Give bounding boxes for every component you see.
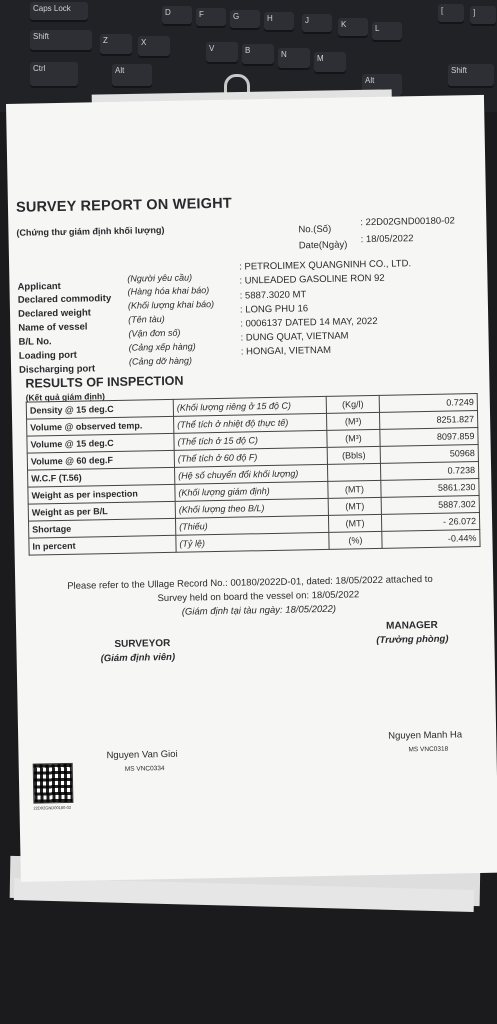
key-d: D bbox=[162, 6, 192, 24]
surveyor-name: Nguyen Van Gioi bbox=[106, 748, 178, 762]
key-alt-right: Alt bbox=[362, 74, 402, 96]
row-label: Volume @ 60 deg.F bbox=[27, 450, 174, 470]
key-ctrl: Ctrl bbox=[30, 62, 78, 86]
row-unit: (M³) bbox=[327, 429, 380, 447]
results-table bbox=[26, 393, 481, 556]
reference-line-3: (Giám định tại tàu ngày: 18/05/2022) bbox=[181, 603, 337, 618]
declared-weight-label-vn: (Khối lượng khai báo) bbox=[127, 299, 215, 311]
row-label: Weight as per B/L bbox=[28, 501, 175, 521]
declared-commodity-label: Declared commodity bbox=[17, 293, 112, 306]
row-label: W.C.F (T.56) bbox=[28, 467, 175, 487]
row-label-vn: (Thể tích ở nhiệt độ thực tế) bbox=[174, 413, 327, 433]
row-label-vn: (Hệ số chuyển đổi khối lượng) bbox=[175, 464, 328, 484]
reference-line-1: Please refer to the Ullage Record No.: 00180/2022D-01, dated: 18/05/2022 attached to bbox=[67, 573, 433, 592]
row-value: 8097.859 bbox=[380, 428, 478, 447]
vessel-name-label-vn: (Tên tàu) bbox=[128, 313, 165, 325]
discharging-port-label-vn: (Cảng dỡ hàng) bbox=[128, 355, 193, 367]
key-v: V bbox=[206, 42, 238, 62]
qr-caption: 22D02GND00180-02 bbox=[33, 804, 72, 811]
row-unit: (MT) bbox=[328, 497, 381, 515]
row-value: 0.7249 bbox=[379, 394, 477, 413]
key-g: G bbox=[230, 10, 260, 28]
row-label: Volume @ observed temp. bbox=[27, 416, 174, 436]
document-subtitle: (Chứng thư giám định khối lượng) bbox=[16, 224, 165, 238]
discharging-port-value: : HONGAI, VIETNAM bbox=[240, 344, 332, 358]
key-caps-lock: Caps Lock bbox=[30, 2, 88, 20]
key-l: L bbox=[372, 22, 402, 40]
row-value: 5861.230 bbox=[381, 478, 479, 497]
report-number-value: : 22D02GND00180-02 bbox=[360, 215, 455, 229]
row-value: 0.7238 bbox=[380, 461, 478, 480]
loading-port-label: Loading port bbox=[18, 349, 77, 362]
manager-title-vn: (Trưởng phòng) bbox=[376, 633, 449, 646]
key-n: N bbox=[278, 48, 310, 68]
key-f: F bbox=[196, 8, 226, 26]
row-label: Volume @ 15 deg.C bbox=[27, 433, 174, 453]
bl-number-label: B/L No. bbox=[18, 336, 52, 348]
vessel-name-value: : LONG PHU 16 bbox=[239, 303, 309, 316]
row-unit: (Kg/l) bbox=[326, 395, 379, 413]
report-number-label: No.(Số) bbox=[298, 223, 332, 236]
applicant-label-vn: (Người yêu cầu) bbox=[127, 272, 193, 284]
loading-port-value: : DUNG QUAT, VIETNAM bbox=[240, 330, 349, 344]
row-value: 5887.302 bbox=[381, 495, 479, 514]
row-label: Weight as per inspection bbox=[28, 484, 175, 504]
surveyor-ms-number: MS VNC0334 bbox=[124, 765, 165, 773]
document-title: SURVEY REPORT ON WEIGHT bbox=[15, 195, 233, 216]
declared-commodity-label-vn: (Hàng hóa khai báo) bbox=[127, 285, 210, 297]
row-label-vn: (Khối lượng riêng ở 15 độ C) bbox=[173, 396, 326, 416]
row-label-vn: (Khối lượng giám định) bbox=[175, 481, 328, 501]
discharging-port-label: Discharging port bbox=[19, 363, 96, 376]
surveyor-title-vn: (Giám định viên) bbox=[100, 651, 176, 665]
key-k: K bbox=[338, 18, 368, 36]
row-unit: (M³) bbox=[326, 412, 379, 430]
results-subtitle: (Kết quả giám định) bbox=[25, 391, 106, 403]
declared-commodity-value: : UNLEADED GASOLINE RON 92 bbox=[239, 272, 385, 287]
vessel-name-label: Name of vessel bbox=[18, 321, 88, 334]
row-label-vn: (Tỷ lệ) bbox=[176, 532, 329, 552]
key-alt-left: Alt bbox=[112, 64, 152, 86]
key-j: J bbox=[302, 14, 332, 32]
key-m: M bbox=[314, 52, 346, 72]
row-unit bbox=[327, 463, 380, 481]
surveyor-title: SURVEYOR bbox=[114, 637, 171, 651]
row-unit: (MT) bbox=[328, 480, 381, 498]
reference-line-2: Survey held on board the vessel on: 18/05/2022 bbox=[157, 589, 360, 605]
row-label-vn: (Thể tích ở 60 độ F) bbox=[174, 447, 327, 467]
row-value: -0.44% bbox=[382, 529, 480, 548]
loading-port-label-vn: (Cảng xếp hàng) bbox=[128, 341, 196, 353]
key-shift-right: Shift bbox=[448, 64, 494, 86]
key-bracket-left: [ bbox=[438, 4, 464, 22]
report-date-label: Date(Ngày) bbox=[298, 239, 348, 252]
bl-number-label-vn: (Vận đơn số) bbox=[128, 327, 181, 339]
applicant-label: Applicant bbox=[17, 280, 61, 293]
report-date-value: : 18/05/2022 bbox=[360, 233, 414, 246]
manager-title: MANAGER bbox=[385, 619, 438, 632]
row-value: 50968 bbox=[380, 444, 478, 463]
row-unit: (%) bbox=[329, 531, 382, 549]
manager-ms-number: MS VNC0318 bbox=[408, 745, 449, 754]
key-x: X bbox=[138, 36, 170, 56]
row-unit: (Bbls) bbox=[327, 446, 380, 464]
qr-code-icon bbox=[33, 763, 74, 804]
bl-number-value: : 0006137 DATED 14 MAY, 2022 bbox=[240, 315, 378, 330]
row-value: 8251.827 bbox=[379, 411, 477, 430]
row-label: Density @ 15 deg.C bbox=[26, 399, 173, 419]
key-z: Z bbox=[100, 34, 132, 54]
declared-weight-value: : 5887.3020 MT bbox=[239, 289, 307, 302]
row-label-vn: (Thiếu) bbox=[175, 515, 328, 535]
survey-report-page bbox=[6, 95, 497, 882]
row-label: In percent bbox=[29, 535, 176, 555]
manager-name: Nguyen Manh Ha bbox=[388, 729, 463, 742]
key-b: B bbox=[242, 44, 274, 64]
applicant-value: : PETROLIMEX QUANGNINH CO., LTD. bbox=[239, 258, 412, 273]
key-bracket-right: ] bbox=[470, 6, 496, 24]
row-label: Shortage bbox=[29, 518, 176, 538]
row-unit: (MT) bbox=[328, 514, 381, 532]
key-h: H bbox=[264, 12, 294, 30]
row-label-vn: (Khối lượng theo B/L) bbox=[175, 498, 328, 518]
results-title: RESULTS OF INSPECTION bbox=[25, 373, 184, 391]
declared-weight-label: Declared weight bbox=[17, 307, 91, 320]
row-value: - 26.072 bbox=[381, 512, 479, 531]
row-label-vn: (Thể tích ở 15 độ C) bbox=[174, 430, 327, 450]
key-shift-left: Shift bbox=[30, 30, 92, 50]
